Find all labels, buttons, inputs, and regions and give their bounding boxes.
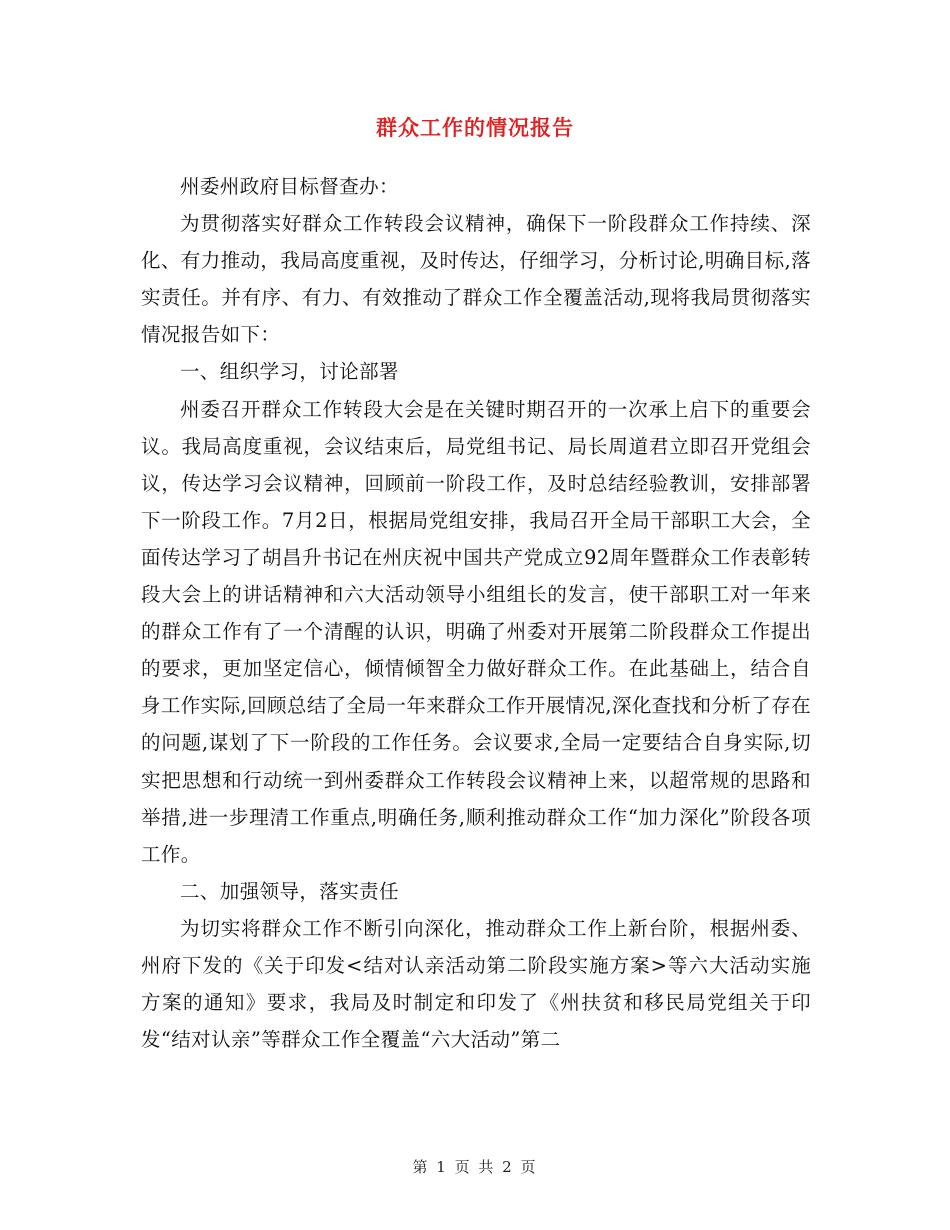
page-number-footer: 第 1 页 共 2 页 (412, 1158, 538, 1176)
paragraph-section-1: 州委召开群众工作转段大会是在关键时期召开的一次承上启下的重要会议。我局高度重视，会议结束后，局党组书记、局长周道君立即召开党组会议，传达学习会议精神，回顾前一阶段工作，及时总结经验教训，安排部署下一阶段工作。7月2日，根据局党组安排，我局召开全局干部职工大会，全面传达学习了胡昌升书记在州庆祝中国共产党成立92周年暨群众工作表彰转段大会上的讲话精神和六大活动领导小组组长的发言，使干部职工对一年来的群众工作有了一个清醒的认识，明确了州委对开展第二阶段群众工作提出的要求，更加坚定信心，倾情倾智全力做好群众工作。在此基础上，结合自身工作实际,回顾总结了全局一年来群众工作开展情况,深化查找和分析了存在的问题,谋划了下一阶段的工作任务。会议要求,全局一定要结合自身实际,切实把思想和行动统一到州委群众工作转段会议精神上来，以超常规的思路和举措,进一步理清工作重点,明确任务,顺利推动群众工作“加力深化”阶段各项工作。 (141, 397, 811, 866)
document-title: 群众工作的情况报告 (376, 115, 574, 140)
section-heading-2: 二、加强领导，落实责任 (180, 879, 399, 903)
paragraph-intro: 为贯彻落实好群众工作转段会议精神，确保下一阶段群众工作持续、深化、有力推动，我局高度重视，及时传达，仔细学习，分析讨论,明确目标,落实责任。并有序、有力、有效推动了群众工作全覆盖活动,现将我局贯彻落实情况报告如下： (141, 212, 811, 347)
section-heading-1: 一、组织学习，讨论部署 (180, 360, 399, 384)
document-body (141, 168, 811, 1058)
salutation: 州委州政府目标督查办： (180, 175, 399, 198)
paragraph-section-2: 为切实将群众工作不断引向深化，推动群众工作上新台阶，根据州委、州府下发的《关于印发<结对认亲活动第二阶段实施方案>等六大活动实施方案的通知》要求，我局及时制定和印发了《州扶贫和移民局党组关于印发“结对认亲”等群众工作全覆盖“六大活动”第二 (141, 916, 811, 1052)
